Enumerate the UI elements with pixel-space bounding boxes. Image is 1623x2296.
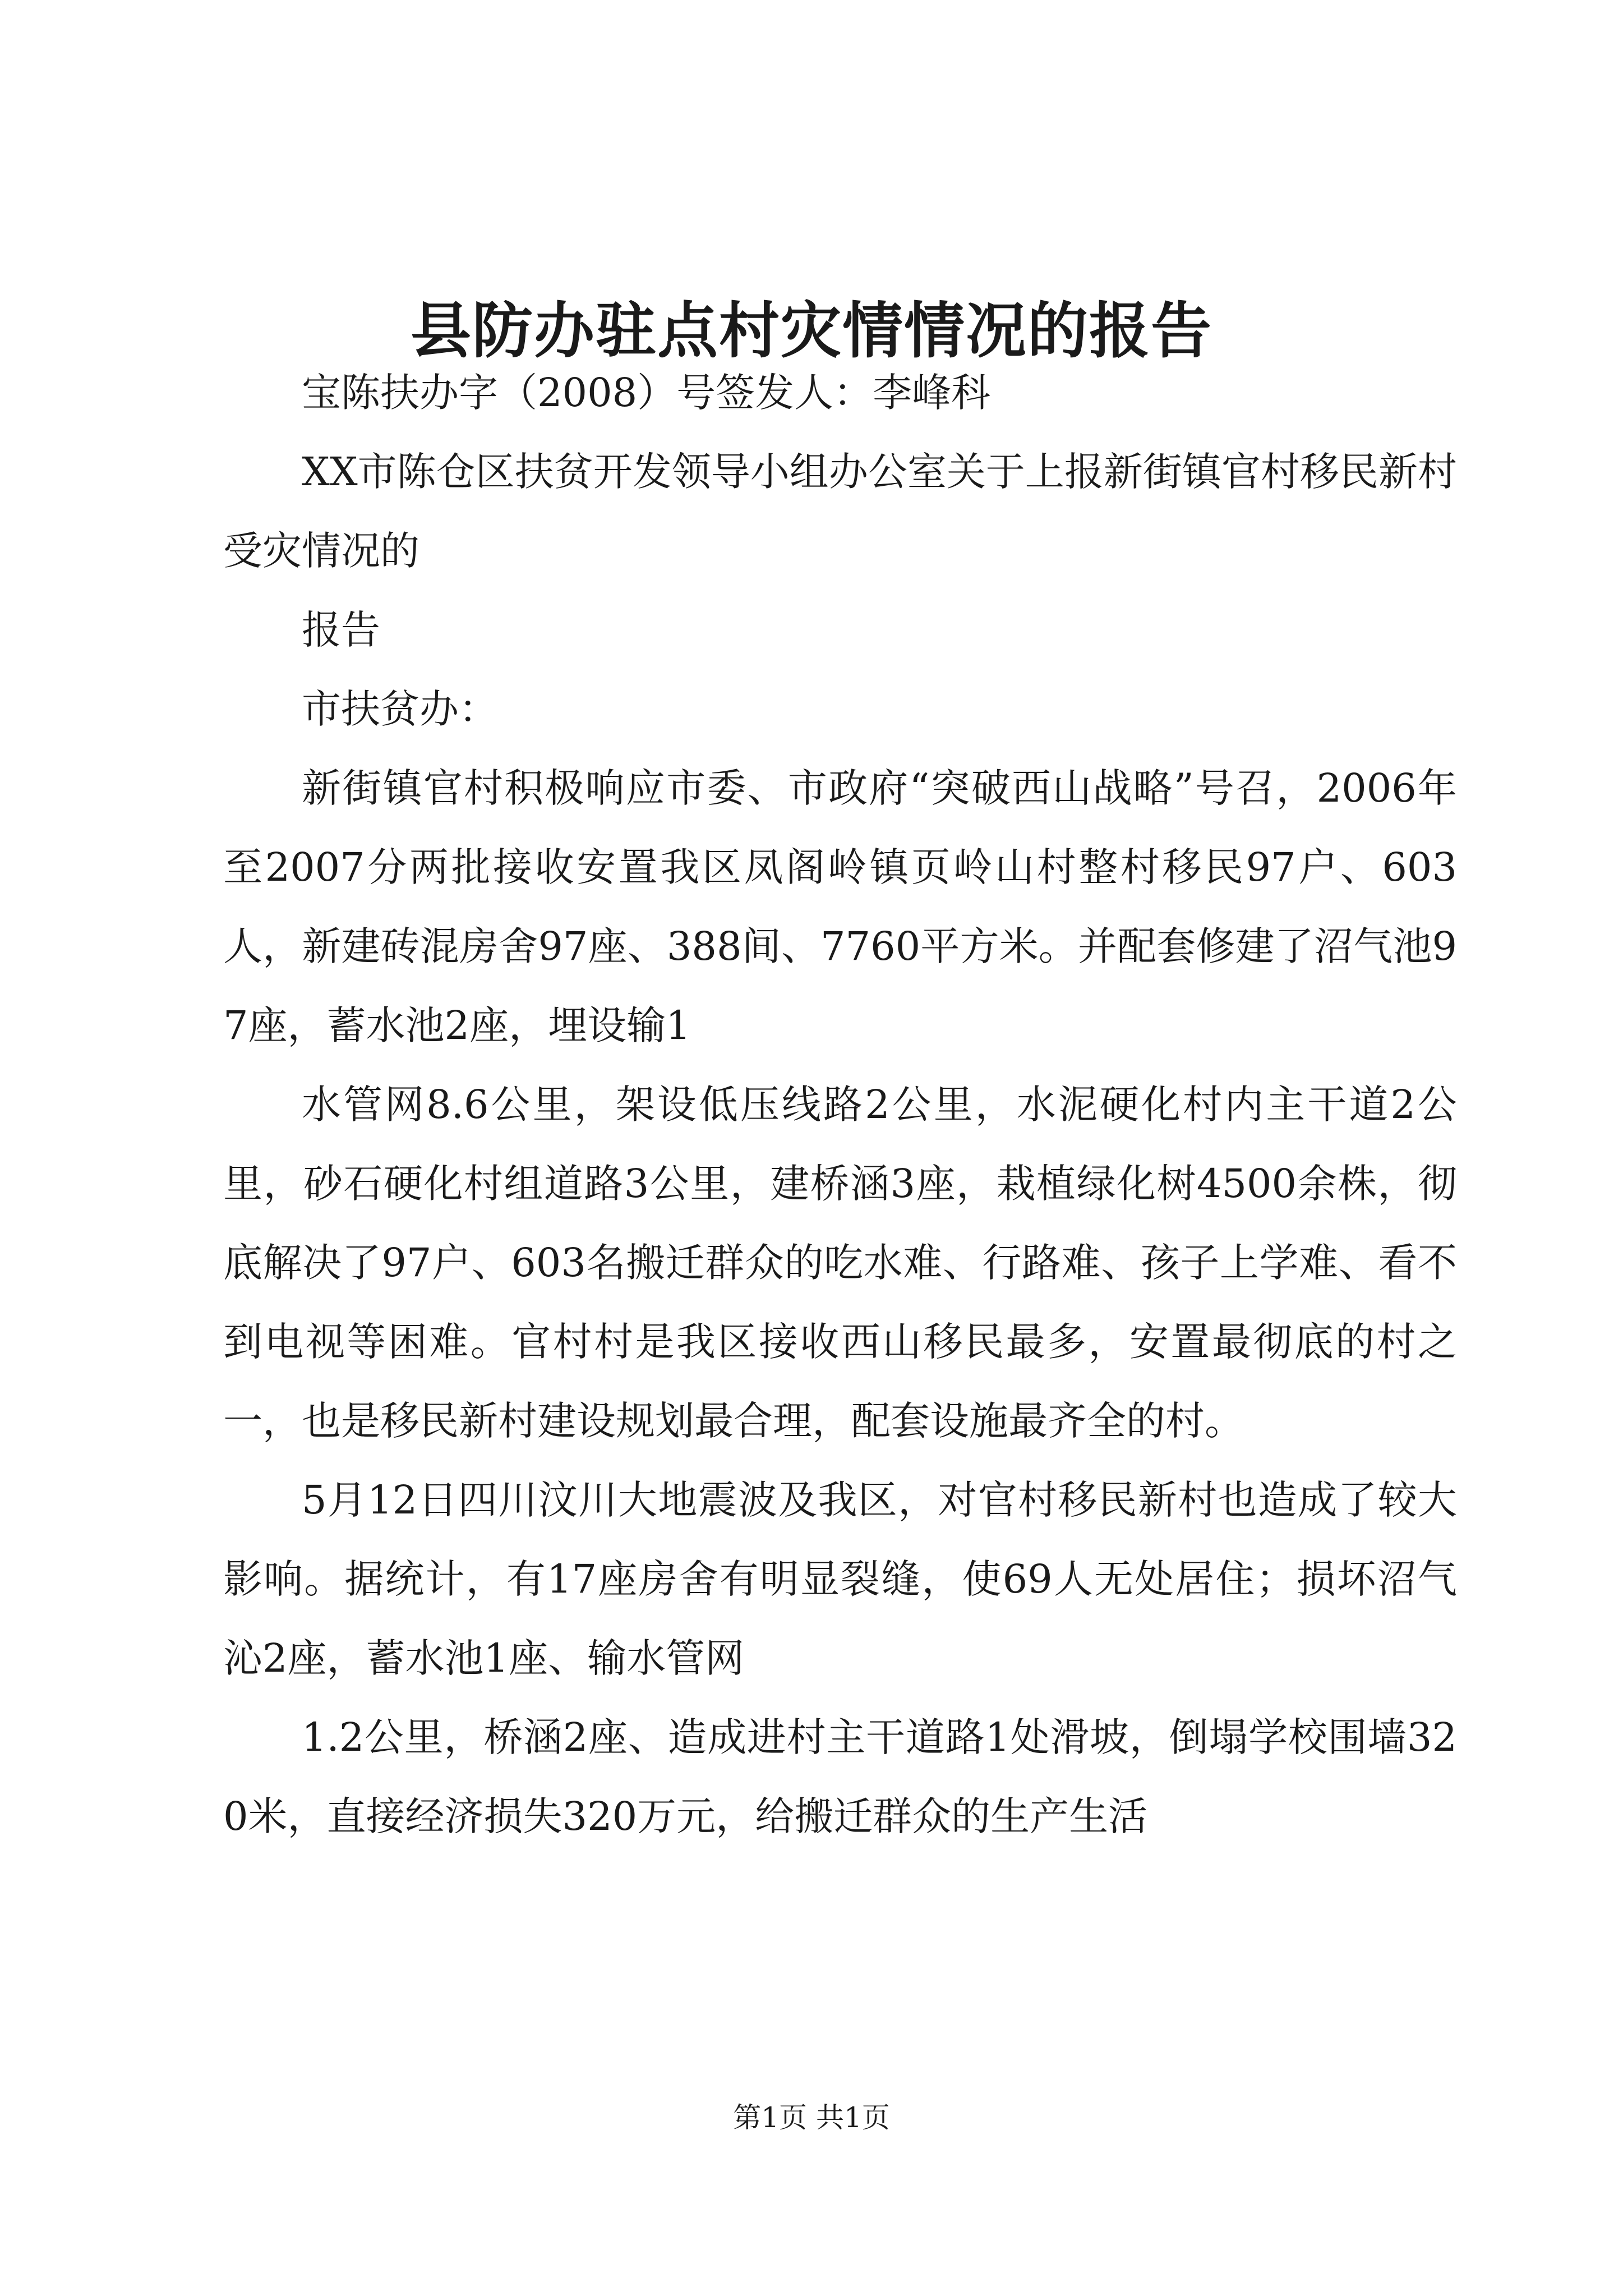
document-paragraph: 水管网8.6公里，架设低压线路2公里，水泥硬化村内主干道2公里，砂石硬化村组道路3公里，建桥涵3座，栽植绿化树4500余株，彻底解决了97户、603名搬迁群众的吃水难、行路难、孩子上学难、看不到电视等困难。官村村是我区接收西山移民最多，安置最彻底的村之一，也是移民新村建设规划最合理，配套设施最齐全的村。 [223,1082,1457,1444]
document-body [223,353,1457,1856]
document-title: 县防办驻点村灾情情况的报告 [410,296,1212,366]
document-paragraph: 报告 [302,607,380,653]
document-paragraph: 新街镇官村积极响应市委、市政府“突破西山战略”号召，2006年至2007分两批接收安置我区凤阁岭镇页岭山村整村移民97户、603人，新建砖混房舍97座、388间、7760平方米。并配套修建了沼气池97座，蓄水池2座，埋设输1 [223,765,1457,1048]
document-paragraph: 市扶贫办： [302,686,498,732]
page-footer: 第1页 共1页 [733,2101,890,2134]
document-paragraph: 宝陈扶办字（2008）号签发人：李峰科 [302,370,991,416]
document-paragraph: 5月12日四川汶川大地震波及我区，对官村移民新村也造成了较大影响。据统计，有17座房舍有明显裂缝，使69人无处居住；损坏沼气沁2座，蓄水池1座、输水管网 [223,1477,1457,1681]
document-paragraph: 1.2公里，桥涵2座、造成进村主干道路1处滑坡，倒塌学校围墙320米，直接经济损失320万元，给搬迁群众的生产生活 [223,1714,1457,1839]
document-paragraph: XX市陈仓区扶贫开发领导小组办公室关于上报新街镇官村移民新村受灾情况的 [223,449,1457,574]
